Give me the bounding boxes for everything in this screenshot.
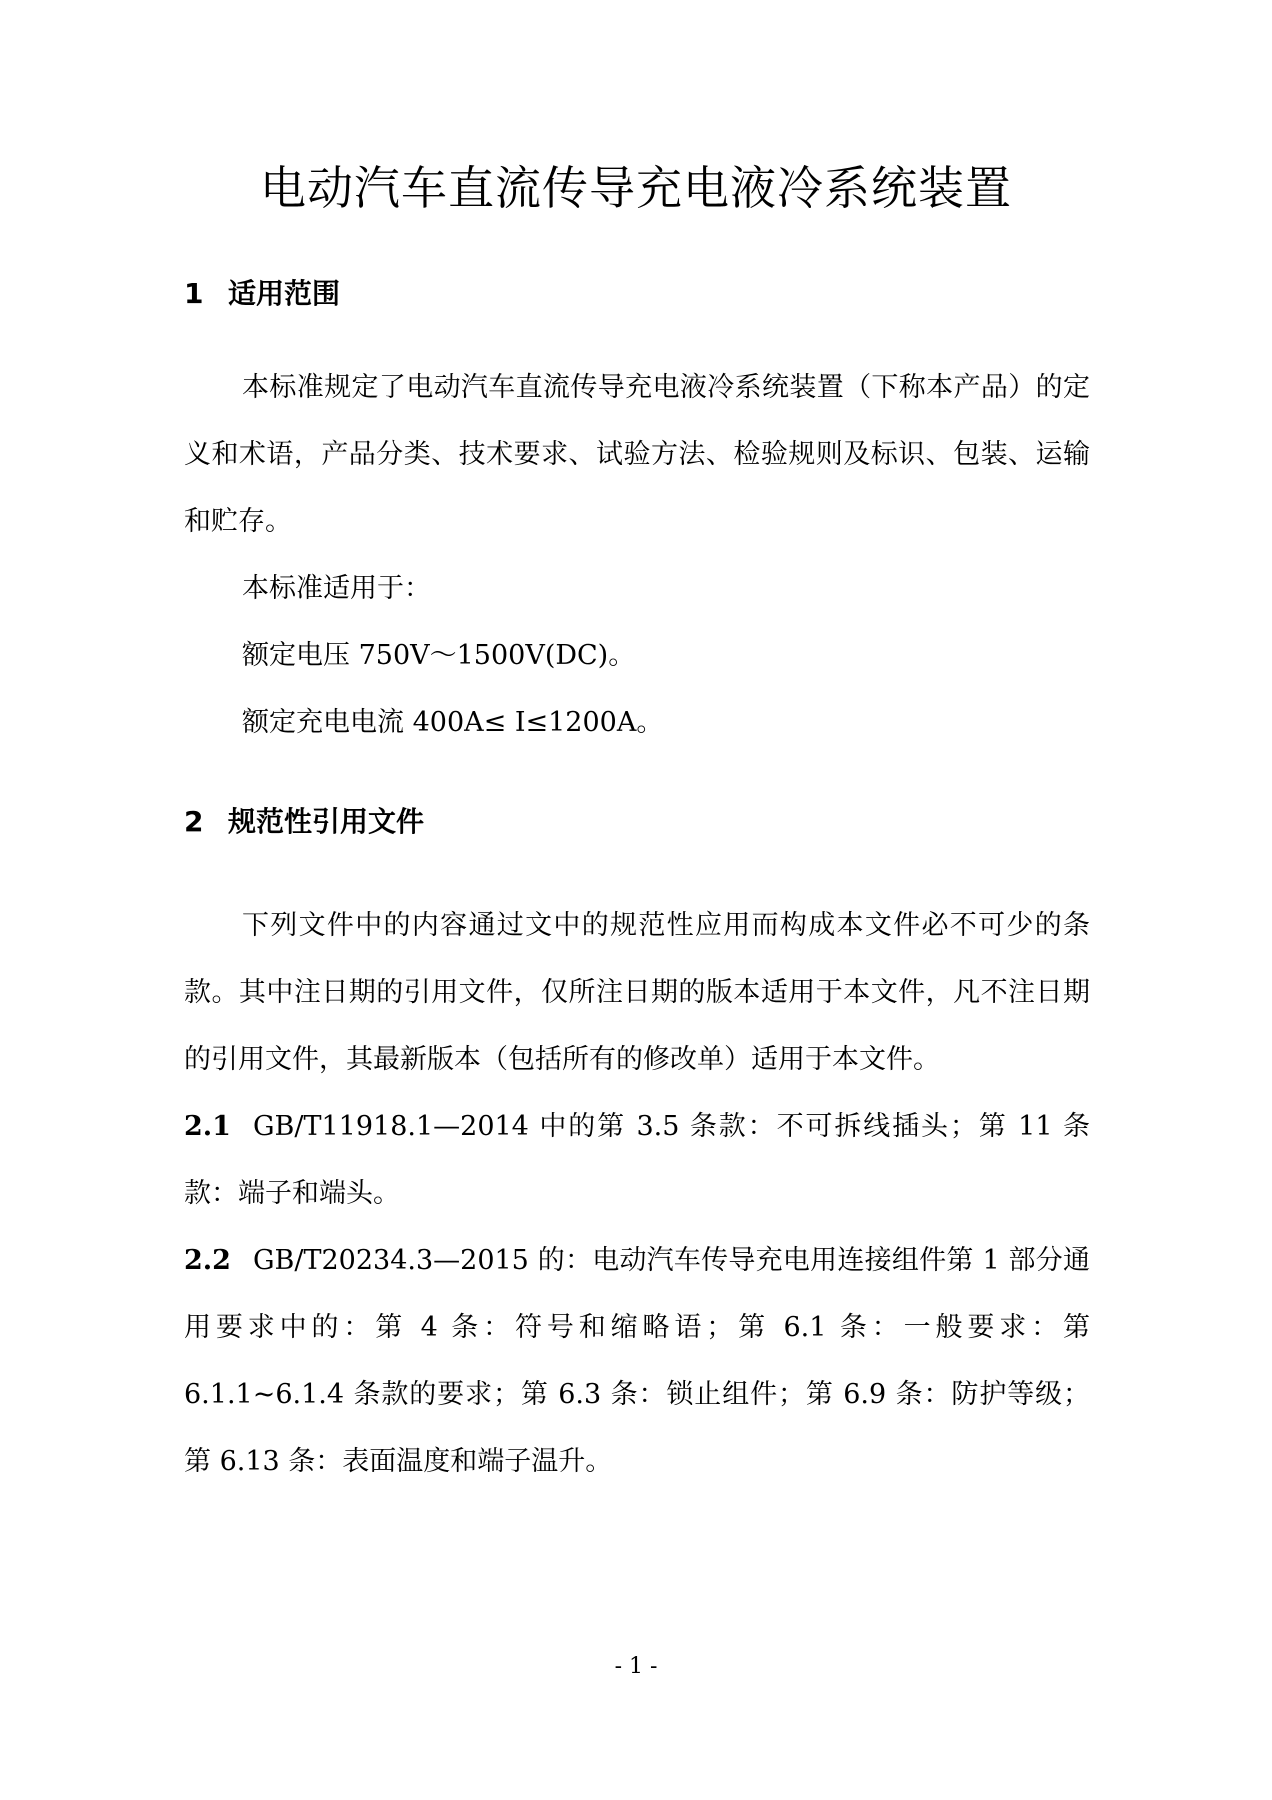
paragraph: 额定电压 750V～1500V(DC)。 (242, 640, 636, 671)
clause-number: 2.1 (184, 1111, 231, 1142)
clause-2-2 (184, 1227, 1090, 1495)
paragraph: 本标准适用于： (242, 573, 431, 604)
section-number: 2 (184, 805, 204, 838)
section-number: 1 (184, 277, 204, 310)
paragraph: 下列文件中的内容通过文中的规范性应用而构成本文件必不可少的条款。其中注日期的引用文件，仅所注日期的版本适用于本文件，凡不注日期的引用文件，其最新版本（包括所有的修改单）适用于本文件。 (184, 910, 1090, 1075)
document-title: 电动汽车直流传导充电液冷系统装置 (260, 161, 1012, 215)
section-title: 规范性引用文件 (228, 805, 425, 838)
clause-number: 2.2 (184, 1245, 231, 1276)
section-heading-2 (184, 790, 1090, 854)
section-title: 适用范围 (228, 277, 341, 310)
document-body (184, 262, 1090, 1495)
clause-text: GB/T20234.3—2015 的：电动汽车传导充电用连接组件第 1 部分通用要求中的：第 4 条：符号和缩略语；第 6.1 条：一般要求：第 6.1.1~6.1.4 条款的要求；第 6.3 条：锁止组件；第 6.9 条：防护等级；第 6.13 条：表面温度和端子温升。 (184, 1245, 1090, 1477)
clause-2-1 (184, 1093, 1090, 1227)
paragraph: 本标准规定了电动汽车直流传导充电液冷系统装置（下称本产品）的定义和术语，产品分类、技术要求、试验方法、检验规则及标识、包装、运输和贮存。 (184, 372, 1090, 537)
page-number: - 1 - (614, 1654, 658, 1679)
section-heading-1 (184, 262, 1090, 326)
paragraph: 额定充电电流 400A≤ I≤1200A。 (242, 707, 664, 738)
clause-text: GB/T11918.1—2014 中的第 3.5 条款：不可拆线插头；第 11 条款：端子和端头。 (184, 1111, 1090, 1209)
